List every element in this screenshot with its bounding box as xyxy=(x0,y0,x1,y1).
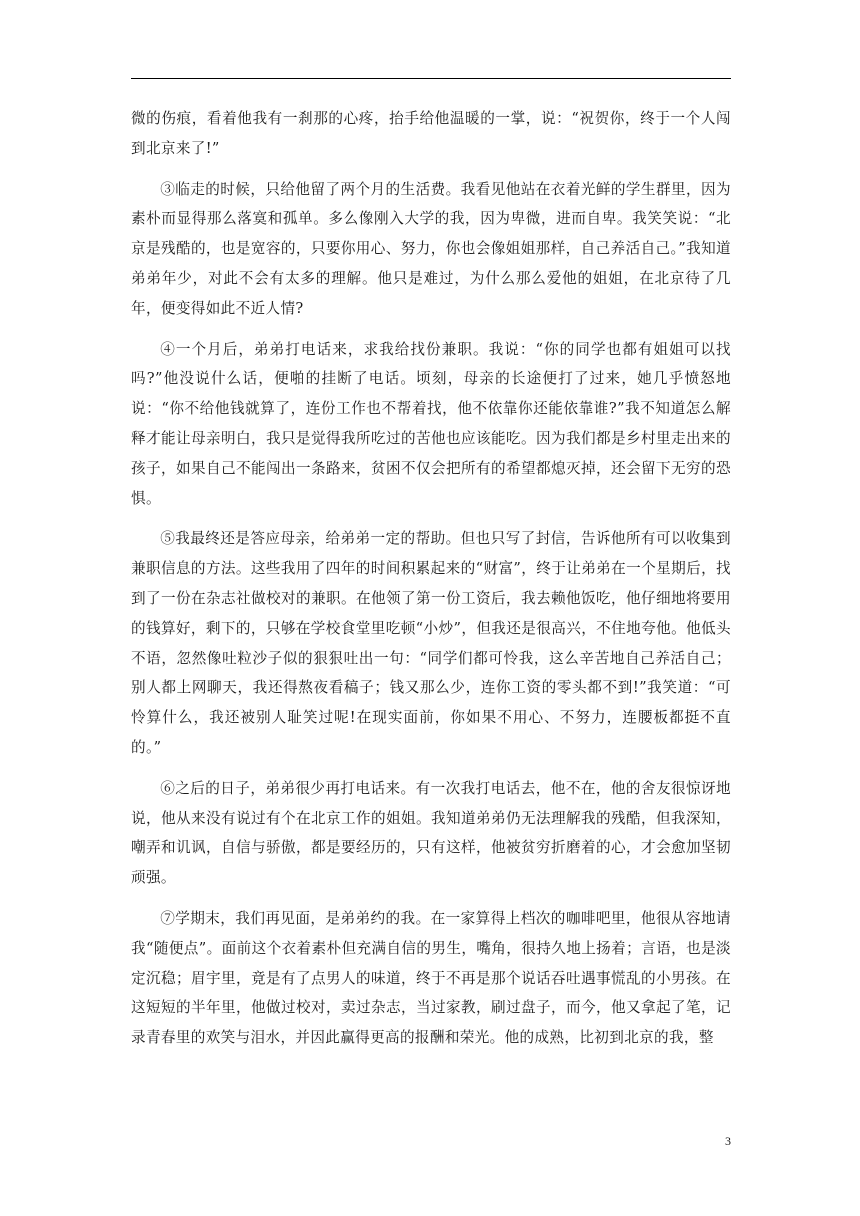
paragraph-7: ⑦学期末，我们再见面，是弟弟约的我。在一家算得上档次的咖啡吧里，他很从容地请我“随便点”。面前这个衣着素朴但充满自信的男生，嘴角，很持久地上扬着；言语，也是淡定沉稳；眉宇里，竟是有了点男人的味道，终于不再是那个说话吞吐遇事慌乱的小男孩。在这短短的半年里，他做过校对，卖过杂志，当过家教，刷过盘子，而今，他又拿起了笔，记录青春里的欢笑与泪水，并因此赢得更高的报酬和荣光。他的成熟，比初到北京的我，整 xyxy=(131,909,731,1047)
article-body xyxy=(131,104,731,1064)
header-rule xyxy=(131,78,731,79)
paragraph-4: ④一个月后，弟弟打电话来，求我给找份兼职。我说：“你的同学也都有姐姐可以找吗?”他没说什么话，便啪的挂断了电话。顷刻，母亲的长途便打了过来，她几乎愤怒地说：“你不给他钱就算了，连份工作也不帮着找，他不依靠你还能依靠谁?”我不知道怎么解释才能让母亲明白，我只是觉得我所吃过的苦他也应该能吃。因为我们都是乡村里走出来的孩子，如果自己不能闯出一条路来，贫困不仅会把所有的希望都熄灭掉，还会留下无穷的恐惧。 xyxy=(131,340,731,507)
paragraph-6: ⑥之后的日子，弟弟很少再打电话来。有一次我打电话去，他不在，他的舍友很惊讶地说，他从来没有说过有个在北京工作的姐姐。我知道弟弟仍无法理解我的残酷，但我深知，嘲弄和讥讽，自信与骄傲，都是要经历的，只有这样，他被贫穷折磨着的心，才会愈加坚韧顽强。 xyxy=(131,779,731,887)
paragraph-continuation: 微的伤痕，看着他我有一刹那的心疼，抬手给他温暖的一掌，说：“祝贺你，终于一个人闯到北京来了!” xyxy=(131,110,731,157)
page-number: 3 xyxy=(725,1134,731,1148)
paragraph-3: ③临走的时候，只给他留了两个月的生活费。我看见他站在衣着光鲜的学生群里，因为素朴而显得那么落寞和孤单。多么像刚入大学的我，因为卑微，进而自卑。我笑笑说：“北京是残酷的，也是宽容的，只要你用心、努力，你也会像姐姐那样，自己养活自己。”我知道弟弟年少，对此不会有太多的理解。他只是难过，为什么那么爱他的姐姐，在北京待了几年，便变得如此不近人情? xyxy=(131,180,731,317)
paragraph-5: ⑤我最终还是答应母亲，给弟弟一定的帮助。但也只写了封信，告诉他所有可以收集到兼职信息的方法。这些我用了四年的时间积累起来的“财富”，终于让弟弟在一个星期后，找到了一份在杂志社做校对的兼职。在他领了第一份工资后，我去赖他饭吃，他仔细地将要用的钱算好，剩下的，只够在学校食堂里吃顿“小炒”，但我还是很高兴，不住地夸他。他低头不语，忽然像吐粒沙子似的狠狠吐出一句：“同学们都可怜我，这么辛苦地自己养活自己；别人都上网聊天，我还得熬夜看稿子；钱又那么少，连你工资的零头都不到!”我笑道：“可怜算什么，我还被别人耻笑过呢!在现实面前，你如果不用心、不努力，连腰板都挺不直的。” xyxy=(131,530,731,756)
